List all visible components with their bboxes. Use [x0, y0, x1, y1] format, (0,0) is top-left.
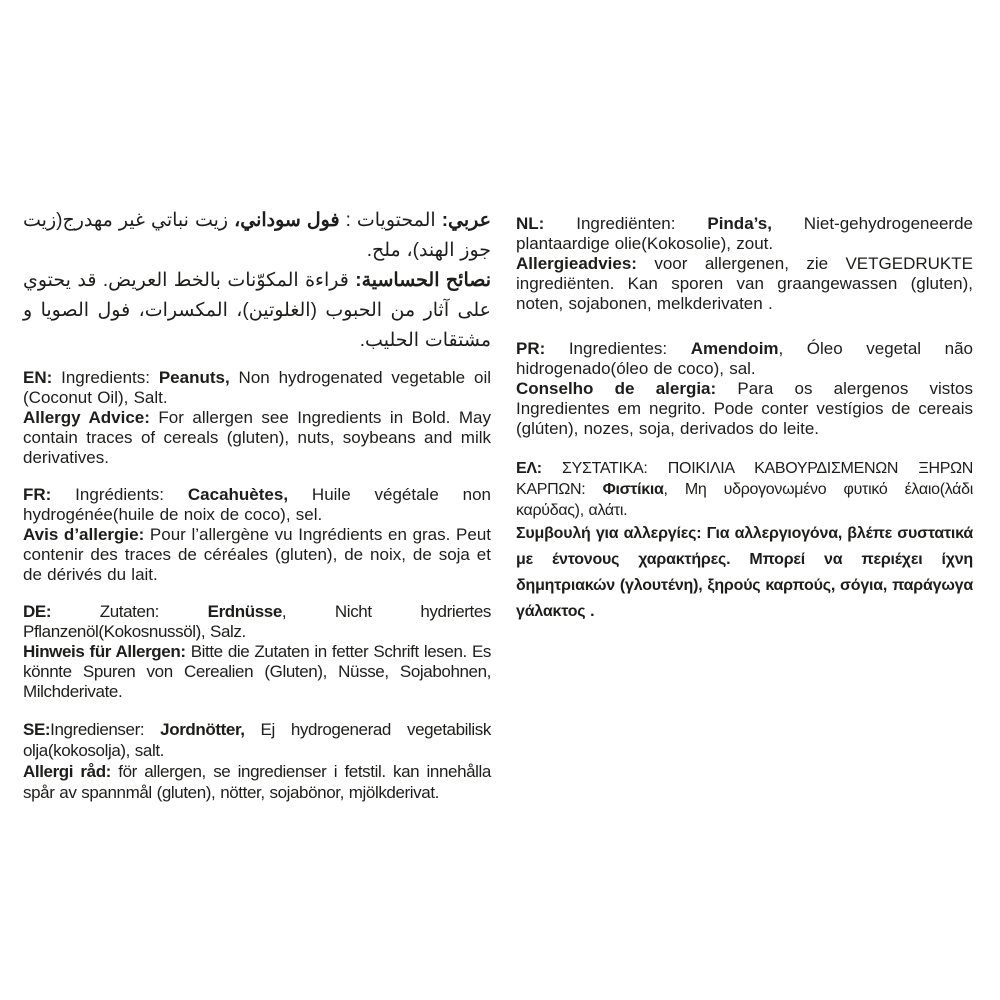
section-nl-p2-run-1: Allergieadvies: — [516, 254, 637, 273]
section-fr-paragraph-1 — [23, 485, 491, 525]
section-fr-p2-run-1: Avis d’allergie: — [23, 525, 145, 544]
section-ar — [23, 206, 491, 356]
section-nl-p1-run-2: Ingrediënten: — [544, 214, 708, 233]
section-pr-paragraph-1 — [516, 339, 973, 379]
section-fr — [23, 485, 491, 585]
section-de — [23, 602, 491, 702]
section-pr-p2-run-2: Para os alergenos vistos Ingredientes em negrito. Pode conter vestígios de cereais (glúten), nozes, soja, derivados do leite. — [516, 379, 973, 438]
section-ar-p1-run-1: عربي: — [441, 210, 492, 231]
section-nl-paragraph-2 — [516, 254, 973, 314]
label-column-right — [516, 214, 973, 642]
section-el-paragraph-1 — [516, 458, 973, 521]
section-el-p1-run-1: ΕΛ: — [516, 460, 542, 477]
section-en-paragraph-2 — [23, 408, 491, 468]
section-nl-paragraph-1 — [516, 214, 973, 254]
section-ar-p1-run-2: المحتويات : — [339, 210, 442, 231]
section-ar-paragraph-2 — [23, 266, 491, 356]
section-ar-p1-run-3: فول سوداني، — [234, 210, 340, 231]
section-de-paragraph-2 — [23, 642, 491, 702]
section-pr-p1-run-4: , Óleo vegetal não hidrogenado(óleo de coco), sal. — [516, 339, 973, 378]
section-fr-p1-run-3: Cacahuètes, — [187, 485, 289, 504]
section-fr-p1-run-4: Huile végétale non hydrogénée(huile de noix de coco), sel. — [23, 485, 492, 524]
section-se-p1-run-1: SE: — [23, 720, 51, 739]
section-se — [23, 719, 491, 803]
section-en-p2-run-2: For allergen see Ingredients in Bold. May contain traces of cereals (gluten), nuts, soybeans and milk derivatives. — [23, 408, 492, 467]
section-nl-p2-run-2: voor allergenen, zie VETGEDRUKTE ingrediënten. Kan sporen van graangewassen (gluten), noten, sojabonen, melkderivaten . — [516, 254, 973, 313]
section-pr-p2-run-1: Conselho de alergia: — [516, 379, 717, 398]
section-pr-p1-run-2: Ingredientes: — [545, 339, 691, 358]
section-fr-p2-run-2: Pour l’allergène vu Ingrédients en gras. Peut contenir des traces de céréales (gluten), de noix, de soja et de dérivés du lait. — [23, 525, 491, 584]
section-de-p2-run-1: Hinweis für Allergen: — [23, 642, 186, 661]
section-fr-p1-run-2: Ingrédients: — [51, 485, 188, 504]
section-nl-p1-run-1: NL: — [516, 214, 545, 233]
section-en-p1-run-1: EN: — [23, 368, 53, 387]
section-en-p1-run-2: Ingredients: — [52, 368, 159, 387]
section-pr-p1-run-1: PR: — [516, 339, 546, 358]
section-de-paragraph-1 — [23, 602, 491, 642]
section-en-p1-run-3: Peanuts, — [158, 368, 230, 387]
section-de-p2-run-2: Bitte die Zutaten in fetter Schrift lesen. Es könnte Spuren von Cerealien (Gluten), Nüsse, Sojabohnen, Milchderivate. — [23, 642, 491, 701]
section-en-p1-run-4: Non hydrogenated vegetable oil (Coconut Oil), Salt. — [23, 368, 491, 407]
section-el-p1-run-2: ΣΥΣΤΑΤΙΚΑ: ΠΟΙΚΙΛΙΑ ΚΑΒΟΥΡΔΙΣΜΕΝΩΝ ΞΗΡΩΝ ΚΑΡΠΩΝ: — [516, 460, 973, 498]
section-de-p1-run-2: Zutaten: — [51, 602, 208, 621]
section-el — [516, 458, 973, 625]
section-nl-p1-run-3: Pinda’s, — [707, 214, 772, 233]
section-en — [23, 368, 491, 468]
section-pr — [516, 339, 973, 439]
section-nl-p1-run-4: Niet-gehydrogeneerde plantaardige olie(Kokosolie), zout. — [516, 214, 973, 253]
section-en-p2-run-1: Allergy Advice: — [23, 408, 150, 427]
section-pr-p1-run-3: Amendoim — [690, 339, 779, 358]
section-nl — [516, 214, 973, 314]
section-se-p1-run-3: Jordnötter, — [160, 720, 245, 739]
section-pr-paragraph-2 — [516, 379, 973, 439]
section-fr-paragraph-2 — [23, 525, 491, 585]
section-fr-p1-run-1: FR: — [23, 485, 52, 504]
section-ar-paragraph-1 — [23, 206, 491, 266]
section-se-paragraph-2 — [23, 761, 491, 803]
section-ar-p2-run-1: نصائح الحساسية: — [355, 270, 491, 291]
section-de-p1-run-3: Erdnüsse — [207, 602, 282, 621]
section-se-paragraph-1 — [23, 719, 491, 761]
section-se-p1-run-4: Ej hydrogenerad vegetabilisk olja(kokosolja), salt. — [23, 720, 491, 760]
section-ar-p1-run-4: زيت نباتي غير مهدرج(زيت جوز الهند)، ملح. — [23, 210, 491, 261]
section-se-p2-run-2: för allergen, se ingredienser i fetstil. kan innehålla spår av spannmål (gluten), nötter, sojabönor, mjölkderivat. — [23, 762, 491, 802]
section-de-p1-run-4: , Nicht hydriertes Pflanzenöl(Kokosnussöl), Salz. — [23, 602, 491, 641]
section-el-p1-run-3: Φιστίκια — [602, 481, 664, 498]
section-el-p1-run-4: , Μη υδρογονωμένο φυτικό έλαιο(λάδι καρύδας), αλάτι. — [516, 481, 973, 519]
section-ar-p2-run-2: قراءة المكوّنات بالخط العريض. قد يحتوي على آثار من الحبوب (الغلوتين)، المكسرات، فول الصويا و مشتقات الحليب. — [23, 270, 491, 351]
section-se-p2-run-1: Allergi råd: — [23, 762, 111, 781]
section-el-p2-run-1: Συμβουλή για αλλεργίες: Για αλλεργιογόνα, βλέπε συστατικά με έντονους χαρακτήρες. Μπορεί να περιέχει ίχνη δημητριακών (γλουτένη), ξηρούς καρπούς, σόγια, παράγωγα γάλακτος . — [516, 525, 973, 620]
section-el-paragraph-2 — [516, 521, 973, 625]
label-column-left — [23, 206, 491, 820]
section-se-p1-run-2: Ingredienser: — [50, 720, 161, 739]
section-de-p1-run-1: DE: — [23, 602, 52, 621]
section-en-paragraph-1 — [23, 368, 491, 408]
